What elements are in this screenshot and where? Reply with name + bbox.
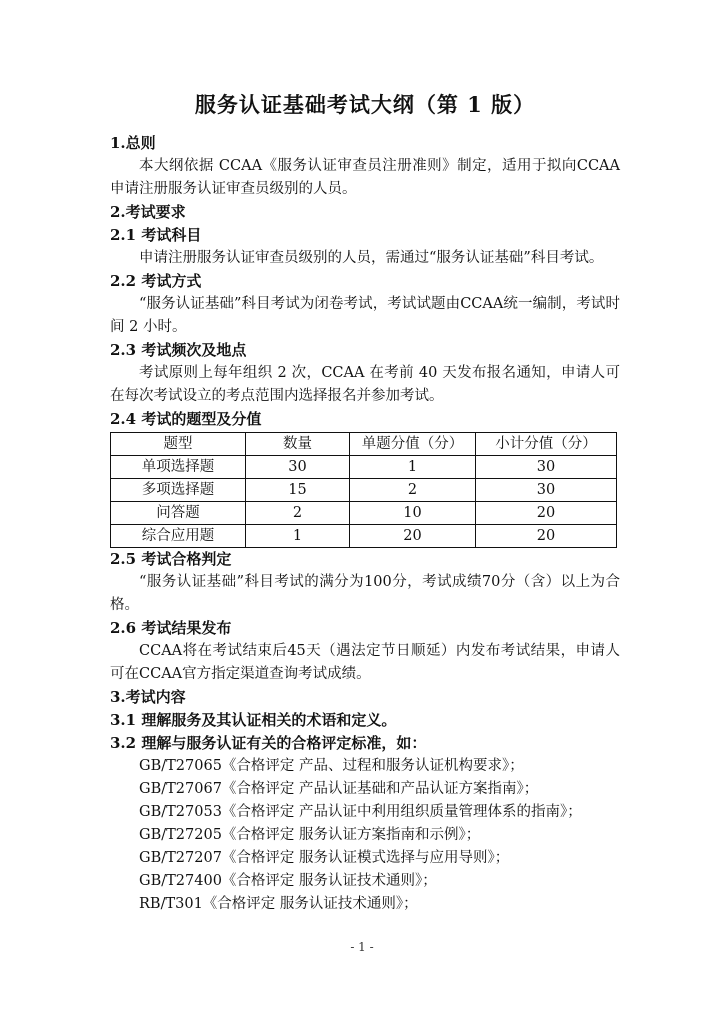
header-question-type: 题型 xyxy=(111,433,246,456)
cell-count: 15 xyxy=(246,479,350,502)
standard-item: GB/T27207《合格评定 服务认证模式选择与应用导则》； xyxy=(139,850,510,866)
standard-item: GB/T27053《合格评定 产品认证中利用组织质量管理体系的指南》； xyxy=(139,804,582,820)
section-1-paragraph: 本大纲依据 CCAA《服务认证审查员注册准则》制定，适用于拟向CCAA申请注册服务认证审查员级别的人员。 xyxy=(110,158,620,197)
standard-item: GB/T27400《合格评定 服务认证技术通则》； xyxy=(139,873,437,889)
table-row xyxy=(111,479,617,502)
table-row xyxy=(111,456,617,479)
section-2-1-heading: 2.1 考试科目 xyxy=(110,226,202,244)
cell-count: 2 xyxy=(246,502,350,525)
cell-question-type: 多项选择题 xyxy=(111,479,246,502)
section-3-1-heading: 3.1 理解服务及其认证相关的术语和定义。 xyxy=(110,711,397,729)
cell-unit-score: 20 xyxy=(350,525,476,548)
header-unit-score: 单题分值（分） xyxy=(350,433,476,456)
cell-count: 30 xyxy=(246,456,350,479)
standard-item: GB/T27205《合格评定 服务认证方案指南和示例》； xyxy=(139,827,481,843)
cell-question-type: 单项选择题 xyxy=(111,456,246,479)
cell-subtotal: 20 xyxy=(476,502,617,525)
section-2-6-heading: 2.6 考试结果发布 xyxy=(110,619,232,637)
section-2-heading: 2.考试要求 xyxy=(110,203,186,221)
section-3-heading: 3.考试内容 xyxy=(110,688,186,706)
section-2-5-paragraph: “服务认证基础”科目考试的满分为100分，考试成绩70分（含）以上为合格。 xyxy=(110,574,620,613)
header-subtotal: 小计分值（分） xyxy=(476,433,617,456)
section-3-2-heading: 3.2 理解与服务认证有关的合格评定标准，如： xyxy=(110,734,427,752)
table-row xyxy=(111,502,617,525)
section-1-heading: 1.总则 xyxy=(110,134,156,152)
cell-unit-score: 2 xyxy=(350,479,476,502)
section-2-5-heading: 2.5 考试合格判定 xyxy=(110,550,232,568)
cell-unit-score: 1 xyxy=(350,456,476,479)
score-table-header-row xyxy=(111,433,617,456)
cell-unit-score: 10 xyxy=(350,502,476,525)
header-count: 数量 xyxy=(246,433,350,456)
section-2-4-heading: 2.4 考试的题型及分值 xyxy=(110,410,262,428)
page-number: - 1 - xyxy=(350,940,374,954)
standard-item: GB/T27067《合格评定 产品认证基础和产品认证方案指南》； xyxy=(139,781,539,797)
cell-subtotal: 30 xyxy=(476,479,617,502)
table-row xyxy=(111,525,617,548)
cell-count: 1 xyxy=(246,525,350,548)
score-table xyxy=(110,432,617,548)
cell-question-type: 问答题 xyxy=(111,502,246,525)
document-title: 服务认证基础考试大纲（第 1 版） xyxy=(194,92,536,117)
section-2-3-paragraph: 考试原则上每年组织 2 次，CCAA 在考前 40 天发布报名通知，申请人可在每次考试设立的考点范围内选择报名并参加考试。 xyxy=(110,365,620,404)
cell-subtotal: 20 xyxy=(476,525,617,548)
section-2-3-heading: 2.3 考试频次及地点 xyxy=(110,341,247,359)
standard-item: GB/T27065《合格评定 产品、过程和服务认证机构要求》； xyxy=(139,758,524,774)
cell-subtotal: 30 xyxy=(476,456,617,479)
section-2-1-paragraph: 申请注册服务认证审查员级别的人员，需通过“服务认证基础”科目考试。 xyxy=(139,250,604,266)
cell-question-type: 综合应用题 xyxy=(111,525,246,548)
section-2-2-paragraph: “服务认证基础”科目考试为闭卷考试，考试试题由CCAA统一编制，考试时间 2 小时。 xyxy=(110,296,620,335)
section-2-2-heading: 2.2 考试方式 xyxy=(110,272,202,290)
section-2-6-paragraph: CCAA将在考试结束后45天（遇法定节日顺延）内发布考试结果，申请人可在CCAA官方指定渠道查询考试成绩。 xyxy=(110,643,620,682)
document-page xyxy=(110,90,620,916)
standard-item: RB/T301《合格评定 服务认证技术通则》； xyxy=(139,896,418,912)
